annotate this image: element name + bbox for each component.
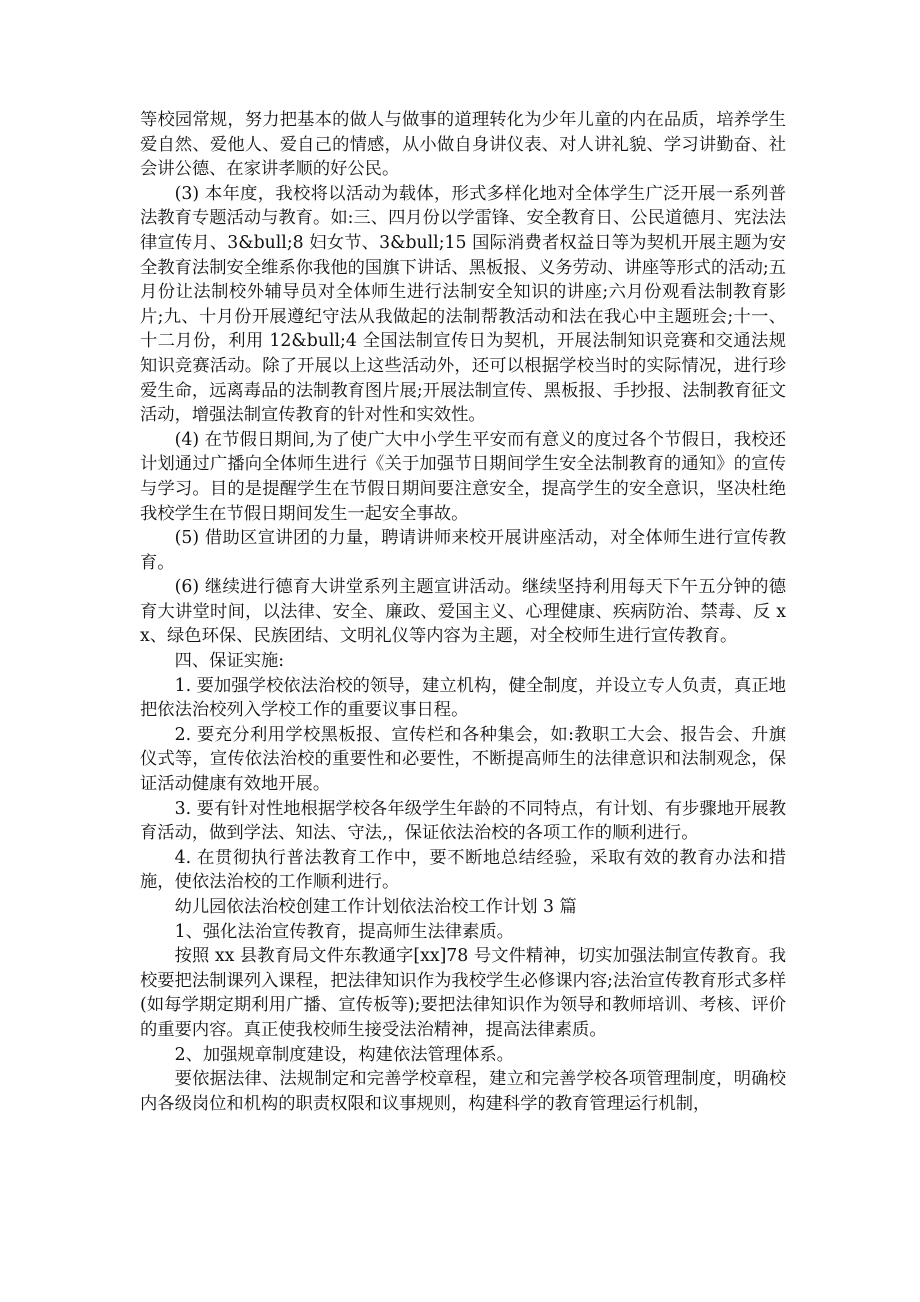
paragraph-item-6: (6) 继续进行德育大讲堂系列主题宣讲活动。继续坚持利用每天下午五分钟的德育大讲堂时间，以法律、安全、廉政、爱国主义、心理健康、疾病防治、禁毒、反 xx、绿色环保、民族团结、文明礼仪等内容为主题，对全校师生进行宣传教育。 [140,577,786,647]
document-body [140,108,786,1116]
paragraph-item-5: (5) 借助区宣讲团的力量，聘请讲师来校开展讲座活动，对全体师生进行宣传教育。 [140,528,786,573]
paragraph-guarantee-3: 3. 要有针对性地根据学校各年级学生年龄的不同特点，有计划、有步骤地开展教育活动，做到学法、知法、守法,，保证依法治校的各项工作的顺利进行。 [140,798,786,844]
section-heading-guarantee: 四、保证实施: [174,651,285,672]
paragraph-guarantee-1: 1. 要加强学校依法治校的领导，建立机构，健全制度，并设立专人负责，真正地把依法治校列入学校工作的重要议事日程。 [140,675,786,721]
section-title-plan-3: 幼儿园依法治校创建工作计划依法治校工作计划 3 篇 [174,897,577,917]
paragraph-publicity: 按照 xx 县教育局文件东教通字[xx]78 号文件精神，切实加强法制宣传教育。我校要把法制课列入课程，把法律知识作为我校学生必修课内容;法治宣传教育形式多样(如每学期定期利用广播、宣传板等);要把法律知识作为领导和教师培训、考核、评价的重要内容。真正使我校师生接受法治精神，提高法律素质。 [140,946,786,1040]
subheading-publicity: 1、强化法治宣传教育，提高师生法律素质。 [174,921,514,942]
paragraph-guarantee-2: 2. 要充分利用学校黑板报、宣传栏和各种集会，如:教职工大会、报告会、升旗仪式等，宣传依法治校的重要性和必要性，不断提高师生的法律意识和法制观念，保证活动健康有效地开展。 [140,724,786,795]
paragraph-item-4: (4) 在节假日期间,为了使广大中小学生平安而有意义的度过各个节假日，我校还计划通过广播向全体师生进行《关于加强节日期间学生安全法制教育的通知》的宣传与学习。目的是提醒学生在节假日期间要注意安全，提高学生的安全意识，坚决杜绝我校学生在节假日期间发生一起安全事故。 [140,429,786,524]
paragraph-regulations: 要依据法律、法规制定和完善学校章程，建立和完善学校各项管理制度，明确校内各级岗位和机构的职责权限和议事规则，构建科学的教育管理运行机制， [140,1069,786,1114]
subheading-regulations: 2、加强规章制度建设，构建依法管理体系。 [174,1044,514,1065]
paragraph-item-3: (3) 本年度，我校将以活动为载体，形式多样化地对全体学生广泛开展一系列普法教育专题活动与教育。如:三、四月份以学雷锋、安全教育日、公民道德月、宪法法律宣传月、3&bull;8 妇女节、3&bull;15 国际消费者权益日等为契机开展主题为安全教育法制安全维系你我他的国旗下讲话、黑板报、义务劳动、讲座等形式的活动;五月份让法制校外辅导员对全体师生进行法制安全知识的讲座;六月份观看法制教育影片;九、十月份开展遵纪守法从我做起的法制帮教活动和法在我心中主题班会;十一、十二月份，利用 12&bull;4 全国法制宣传日为契机，开展法制知识竞赛和交通法规知识竞赛活动。除了开展以上这些活动外，还可以根据学校当时的实际情况，进行珍爱生命，远离毒品的法制教育图片展;开展法制宣传、黑板报、手抄报、法制教育征文活动，增强法制宣传教育的针对性和实效性。 [140,183,786,426]
paragraph-guarantee-4: 4. 在贯彻执行普法教育工作中，要不断地总结经验，采取有效的教育办法和措施，使依法治校的工作顺利进行。 [140,847,786,893]
paragraph-continuation: 等校园常规，努力把基本的做人与做事的道理转化为少年儿童的内在品质，培养学生爱自然、爱他人、爱自己的情感，从小做自身讲仪表、对人讲礼貌、学习讲勤奋、社会讲公德、在家讲孝顺的好公民。 [140,110,786,180]
